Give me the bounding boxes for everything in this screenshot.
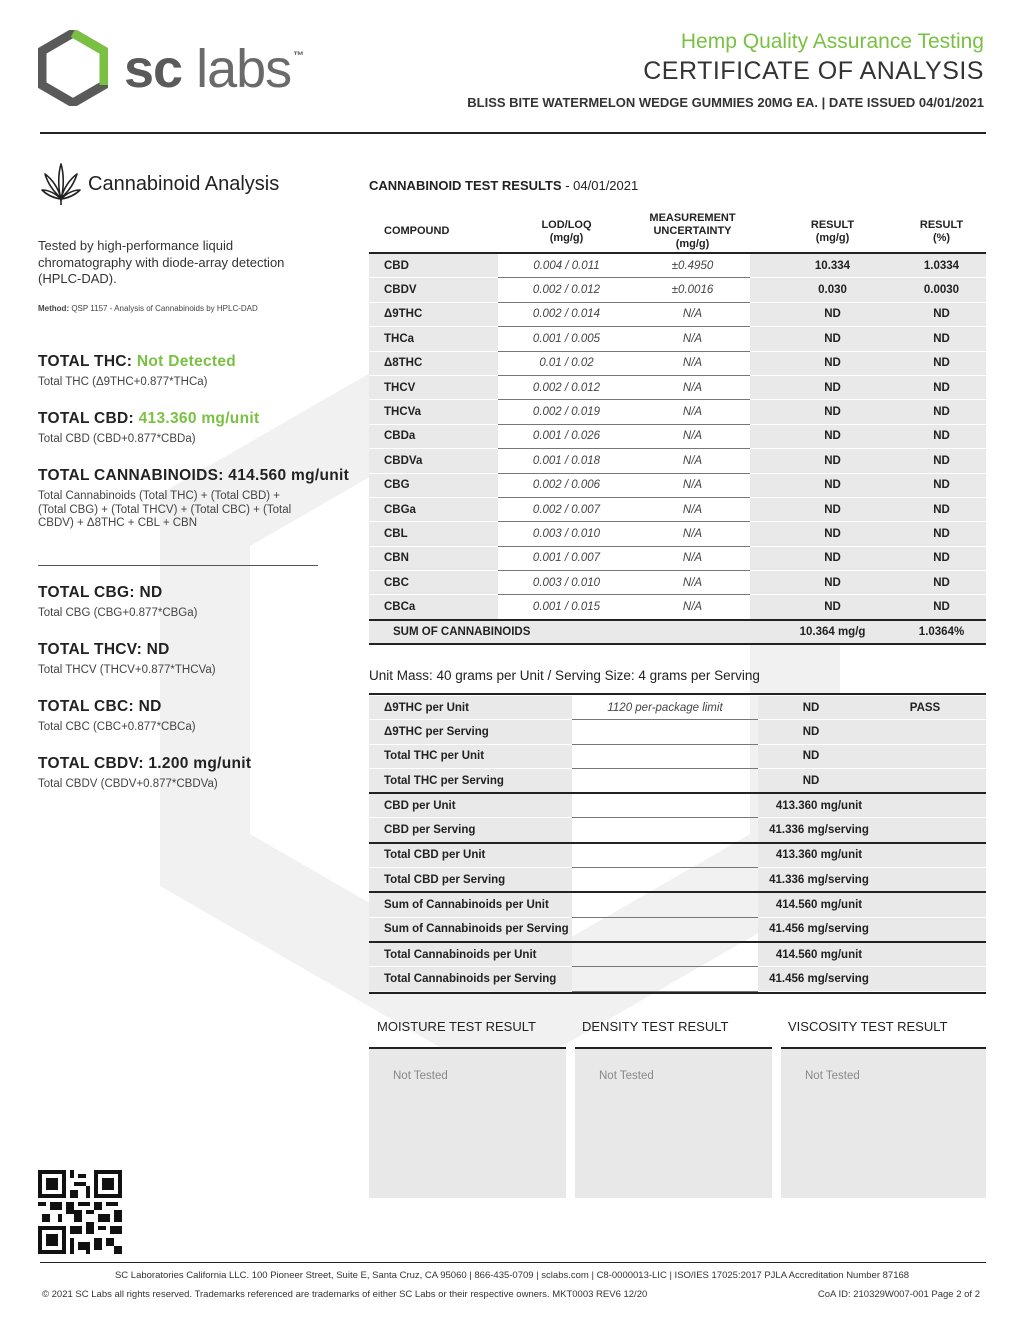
total-thcv: TOTAL THCV: ND Total THCV (THCV+0.877*THCVa): [38, 641, 216, 676]
result-pct-value: 0.0030: [897, 278, 986, 302]
uncertainty-value: N/A: [635, 327, 750, 351]
compound-name: CBCa: [369, 595, 498, 620]
uncertainty-value: N/A: [635, 522, 750, 546]
viscosity-test-box: [781, 1047, 986, 1198]
table-row: [369, 375, 986, 399]
unit-label: Total CBD per Unit: [369, 843, 572, 868]
lod-loq-value: 0.001 / 0.007: [498, 546, 635, 570]
unit-limit: [572, 768, 758, 793]
unit-row: [369, 843, 986, 868]
compound-name: CBG: [369, 473, 498, 497]
sum-row: [369, 620, 986, 644]
result-pct-value: ND: [897, 302, 986, 326]
unit-label: CBD per Unit: [369, 793, 572, 818]
unit-label: Total CBD per Serving: [369, 868, 572, 893]
result-pct-value: ND: [897, 375, 986, 399]
unit-label: Δ9THC per Serving: [369, 720, 572, 744]
result-pct-value: ND: [897, 424, 986, 448]
lod-loq-value: 0.001 / 0.026: [498, 424, 635, 448]
table-row: [369, 571, 986, 595]
result-mg-value: 0.030: [768, 278, 897, 302]
table-row: [369, 546, 986, 570]
unit-limit: [572, 793, 758, 818]
table-row: [369, 497, 986, 521]
uncertainty-value: N/A: [635, 400, 750, 424]
lod-loq-value: 0.004 / 0.011: [498, 253, 635, 278]
unit-row: [369, 917, 986, 942]
section-title: Cannabinoid Analysis: [88, 173, 280, 195]
unit-limit: 1120 per-package limit: [572, 696, 758, 720]
unit-label: Sum of Cannabinoids per Serving: [369, 917, 572, 942]
unit-value: ND: [758, 744, 864, 768]
compound-name: THCa: [369, 327, 498, 351]
unit-row: [369, 967, 986, 991]
result-pct-value: ND: [897, 449, 986, 473]
result-pct-value: ND: [897, 327, 986, 351]
result-pct-value: 1.0334: [897, 253, 986, 278]
uncertainty-value: N/A: [635, 473, 750, 497]
result-pct-value: ND: [897, 497, 986, 521]
lod-loq-value: 0.002 / 0.012: [498, 278, 635, 302]
unit-value: 413.360 mg/unit: [758, 793, 986, 818]
density-test-value: Not Tested: [599, 1070, 654, 1082]
table-row: [369, 473, 986, 497]
lod-loq-value: 0.002 / 0.012: [498, 375, 635, 399]
unit-status: [864, 768, 986, 793]
unit-row: [369, 768, 986, 793]
result-mg-value: ND: [768, 473, 897, 497]
unit-value: ND: [758, 768, 864, 793]
unit-value: ND: [758, 720, 864, 744]
table-row: [369, 278, 986, 302]
total-cannabinoids: TOTAL CANNABINOIDS: 414.560 mg/unit Total Cannabinoids (Total THC) + (Total CBD) + (Total CBG) + (Total THCV) + (Total CBC) + (Total CBDV) + Δ8THC + CBL + CBN: [38, 467, 350, 529]
table-row: [369, 449, 986, 473]
density-test-box: [575, 1047, 772, 1198]
lod-loq-value: 0.002 / 0.007: [498, 497, 635, 521]
sc-labs-logo-icon: [38, 30, 108, 106]
uncertainty-value: N/A: [635, 302, 750, 326]
result-mg-value: ND: [768, 400, 897, 424]
unit-row: [369, 696, 986, 720]
unit-row: [369, 720, 986, 744]
result-mg-value: ND: [768, 375, 897, 399]
compound-name: Δ8THC: [369, 351, 498, 375]
table-row: [369, 351, 986, 375]
col-result-mg: RESULT (mg/g): [810, 218, 855, 244]
compound-name: CBN: [369, 546, 498, 570]
uncertainty-value: N/A: [635, 351, 750, 375]
unit-limit: [572, 942, 758, 967]
col-uncertainty: MEASUREMENT UNCERTAINTY (mg/g): [649, 212, 736, 250]
unit-status: [864, 744, 986, 768]
result-mg-value: ND: [768, 327, 897, 351]
compound-name: CBL: [369, 522, 498, 546]
col-lod-loq: LOD/LOQ (mg/g): [541, 218, 592, 244]
result-mg-value: ND: [768, 497, 897, 521]
result-mg-value: ND: [768, 302, 897, 326]
unit-status: PASS: [864, 696, 986, 720]
uncertainty-value: N/A: [635, 375, 750, 399]
unit-status: [864, 720, 986, 744]
col-compound: COMPOUND: [384, 225, 450, 237]
unit-label: Sum of Cannabinoids per Unit: [369, 892, 572, 917]
compound-name: THCVa: [369, 400, 498, 424]
unit-value: 414.560 mg/unit: [758, 892, 986, 917]
cannabinoid-results-table: [369, 211, 986, 645]
uncertainty-value: N/A: [635, 595, 750, 620]
unit-label: Δ9THC per Unit: [369, 696, 572, 720]
sum-mg-value: 10.364 mg/g: [768, 620, 897, 644]
footer-copyright: © 2021 SC Labs all rights reserved. Trademarks referenced are trademarks of either SC Labs or their respective owners. MKT0003 REV6 12/20: [42, 1289, 648, 1300]
unit-limit: [572, 843, 758, 868]
lod-loq-value: 0.001 / 0.005: [498, 327, 635, 351]
unit-limit: [572, 967, 758, 991]
table-row: [369, 595, 986, 620]
unit-row: [369, 942, 986, 967]
lod-loq-value: 0.001 / 0.015: [498, 595, 635, 620]
result-mg-value: ND: [768, 571, 897, 595]
compound-name: CBDVa: [369, 449, 498, 473]
method-line: Method: QSP 1157 - Analysis of Cannabinoids by HPLC-DAD: [38, 304, 258, 313]
total-thc: TOTAL THC: Not Detected Total THC (Δ9THC+0.877*THCa): [38, 353, 237, 388]
result-pct-value: ND: [897, 400, 986, 424]
unit-limit: [572, 917, 758, 942]
result-mg-value: ND: [768, 546, 897, 570]
document-title: CERTIFICATE OF ANALYSIS: [643, 57, 984, 85]
lod-loq-value: 0.001 / 0.018: [498, 449, 635, 473]
unit-value: 41.336 mg/serving: [758, 868, 986, 893]
uncertainty-value: N/A: [635, 571, 750, 595]
table-row: [369, 424, 986, 448]
total-cbdv: TOTAL CBDV: 1.200 mg/unit Total CBDV (CBDV+0.877*CBDVa): [38, 755, 252, 790]
lod-loq-value: 0.003 / 0.010: [498, 522, 635, 546]
compound-name: THCV: [369, 375, 498, 399]
unit-label: Total THC per Serving: [369, 768, 572, 793]
footer-address: SC Laboratories California LLC. 100 Pioneer Street, Suite E, Santa Cruz, CA 95060 | 866-435-0709 | sclabs.com | C8-0000013-LIC | ISO/IES 17025:2017 PJLA Accreditation Number 87168: [114, 1270, 910, 1281]
unit-value: 41.456 mg/serving: [758, 917, 986, 942]
qr-code-icon: [38, 1170, 122, 1254]
unit-limit: [572, 744, 758, 768]
footer-divider: [40, 1262, 986, 1263]
result-pct-value: ND: [897, 522, 986, 546]
result-mg-value: 10.334: [768, 253, 897, 278]
compound-name: CBD: [369, 253, 498, 278]
compound-name: Δ9THC: [369, 302, 498, 326]
unit-label: Total Cannabinoids per Unit: [369, 942, 572, 967]
total-cbg: TOTAL CBG: ND Total CBG (CBG+0.877*CBGa): [38, 584, 198, 619]
uncertainty-value: N/A: [635, 497, 750, 521]
col-result-pct: RESULT (%): [919, 218, 964, 244]
compound-name: CBC: [369, 571, 498, 595]
unit-value: 413.360 mg/unit: [758, 843, 986, 868]
total-cbc: TOTAL CBC: ND Total CBC (CBC+0.877*CBCa): [38, 698, 196, 733]
moisture-test-title: MOISTURE TEST RESULT: [377, 1019, 536, 1034]
lod-loq-value: 0.002 / 0.019: [498, 400, 635, 424]
brand-wordmark: sc labs ™: [124, 39, 304, 99]
unit-row: [369, 868, 986, 893]
result-pct-value: ND: [897, 595, 986, 620]
unit-limit: [572, 892, 758, 917]
table-row: [369, 400, 986, 424]
method-description: Tested by high-performance liquid chromatography with diode-array detection (HPLC-DAD).: [38, 238, 285, 286]
unit-value: 41.336 mg/serving: [758, 818, 986, 843]
unit-row: [369, 892, 986, 917]
density-test-title: DENSITY TEST RESULT: [582, 1019, 729, 1034]
compound-name: CBGa: [369, 497, 498, 521]
unit-limit: [572, 720, 758, 744]
result-mg-value: ND: [768, 351, 897, 375]
total-cbd: TOTAL CBD: 413.360 mg/unit Total CBD (CBD+0.877*CBDa): [38, 410, 260, 445]
lod-loq-value: 0.01 / 0.02: [498, 351, 635, 375]
unit-value: 414.560 mg/unit: [758, 942, 986, 967]
lod-loq-value: 0.003 / 0.010: [498, 571, 635, 595]
uncertainty-value: ±0.0016: [635, 278, 750, 302]
sum-pct-value: 1.0364%: [897, 620, 986, 644]
unit-value: ND: [758, 696, 864, 720]
result-pct-value: ND: [897, 351, 986, 375]
product-and-date: BLISS BITE WATERMELON WEDGE GUMMIES 20MG EA. | DATE ISSUED 04/01/2021: [467, 95, 984, 110]
cannabis-leaf-icon: [40, 162, 82, 206]
left-divider: [38, 565, 318, 566]
result-mg-value: ND: [768, 522, 897, 546]
footer-coa-id: CoA ID: 210329W007-001 Page 2 of 2: [817, 1289, 980, 1300]
compound-name: CBDa: [369, 424, 498, 448]
unit-row: [369, 744, 986, 768]
uncertainty-value: N/A: [635, 449, 750, 473]
result-mg-value: ND: [768, 449, 897, 473]
compound-name: CBDV: [369, 278, 498, 302]
unit-label: Total Cannabinoids per Serving: [369, 967, 572, 991]
unit-value: 41.456 mg/serving: [758, 967, 986, 991]
results-title: CANNABINOID TEST RESULTS - 04/01/2021: [369, 178, 639, 193]
sum-label: SUM OF CANNABINOIDS: [369, 620, 768, 644]
lod-loq-value: 0.002 / 0.014: [498, 302, 635, 326]
uncertainty-value: N/A: [635, 424, 750, 448]
unit-label: CBD per Serving: [369, 818, 572, 843]
header-divider: [40, 132, 986, 134]
table-row: [369, 302, 986, 326]
table-row: [369, 522, 986, 546]
unit-row: [369, 818, 986, 843]
result-mg-value: ND: [768, 595, 897, 620]
uncertainty-value: ±0.4950: [635, 253, 750, 278]
table-row: [369, 327, 986, 351]
viscosity-test-title: VISCOSITY TEST RESULT: [788, 1019, 948, 1034]
unit-row: [369, 793, 986, 818]
header-subtitle: Hemp Quality Assurance Testing: [680, 30, 984, 53]
viscosity-test-value: Not Tested: [805, 1070, 860, 1082]
uncertainty-value: N/A: [635, 546, 750, 570]
unit-limit: [572, 868, 758, 893]
unit-mass-title: Unit Mass: 40 grams per Unit / Serving Size: 4 grams per Serving: [369, 668, 760, 683]
lod-loq-value: 0.002 / 0.006: [498, 473, 635, 497]
result-mg-value: ND: [768, 424, 897, 448]
moisture-test-box: [369, 1047, 566, 1198]
result-pct-value: ND: [897, 571, 986, 595]
result-pct-value: ND: [897, 546, 986, 570]
result-pct-value: ND: [897, 473, 986, 497]
unit-limit: [572, 818, 758, 843]
moisture-test-value: Not Tested: [393, 1070, 448, 1082]
table-row: [369, 253, 986, 278]
unit-label: Total THC per Unit: [369, 744, 572, 768]
unit-results-table: [369, 693, 986, 994]
